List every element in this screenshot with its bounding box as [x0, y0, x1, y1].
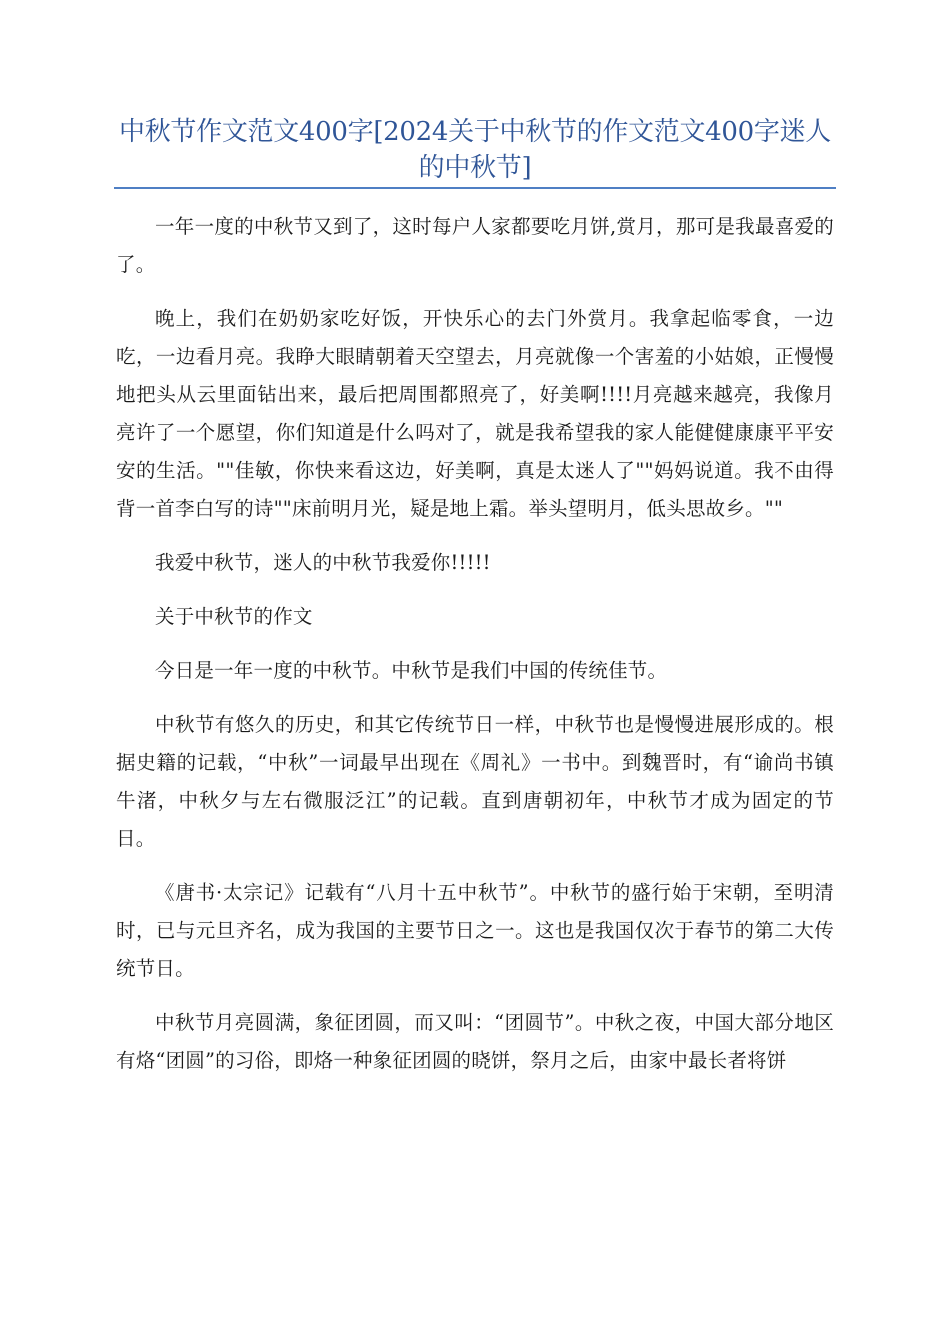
document-body: [116, 208, 834, 1096]
paragraph: 今日是一年一度的中秋节。中秋节是我们中国的传统佳节。: [155, 659, 668, 682]
document-title: 中秋节作文范文400字[2024关于中秋节的作文范文400字迷人的中秋节]: [119, 117, 831, 183]
paragraph: 我爱中秋节，迷人的中秋节我爱你!!!!!: [155, 551, 491, 574]
paragraph: 《唐书·太宗记》记载有“八月十五中秋节”。中秋节的盛行始于宋朝，至明清时，已与元旦齐名，成为我国的主要节日之一。这也是我国仅次于春节的第二大传统节日。: [116, 881, 834, 980]
paragraph: 一年一度的中秋节又到了，这时每户人家都要吃月饼,赏月，那可是我最喜爱的了。: [116, 215, 834, 276]
paragraph: 中秋节月亮圆满，象征团圆，而又叫：“团圆节”。中秋之夜，中国大部分地区有烙“团圆”的习俗，即烙一种象征团圆的晓饼，祭月之后，由家中最长者将饼: [116, 1011, 834, 1072]
title-underline: [114, 187, 836, 189]
section-heading: 关于中秋节的作文: [155, 605, 313, 628]
paragraph: 晚上，我们在奶奶家吃好饭，开快乐心的去门外赏月。我拿起临零食，一边吃，一边看月亮。我睁大眼睛朝着天空望去，月亮就像一个害羞的小姑娘，正慢慢地把头从云里面钻出来，最后把周围都照亮了，好美啊!!!!月亮越来越亮，我像月亮许了一个愿望，你们知道是什么吗对了，就是我希望我的家人能健健康康平平安安的生活。""佳敏，你快来看这边，好美啊，真是太迷人了""妈妈说道。我不由得背一首李白写的诗""床前明月光，疑是地上霜。举头望明月，低头思故乡。"": [116, 307, 834, 520]
paragraph: 中秋节有悠久的历史，和其它传统节日一样，中秋节也是慢慢进展形成的。根据史籍的记载，“中秋”一词最早出现在《周礼》一书中。到魏晋时，有“谕尚书镇牛渚，中秋夕与左右微服泛江”的记载。直到唐朝初年，中秋节才成为固定的节日。: [116, 713, 834, 850]
